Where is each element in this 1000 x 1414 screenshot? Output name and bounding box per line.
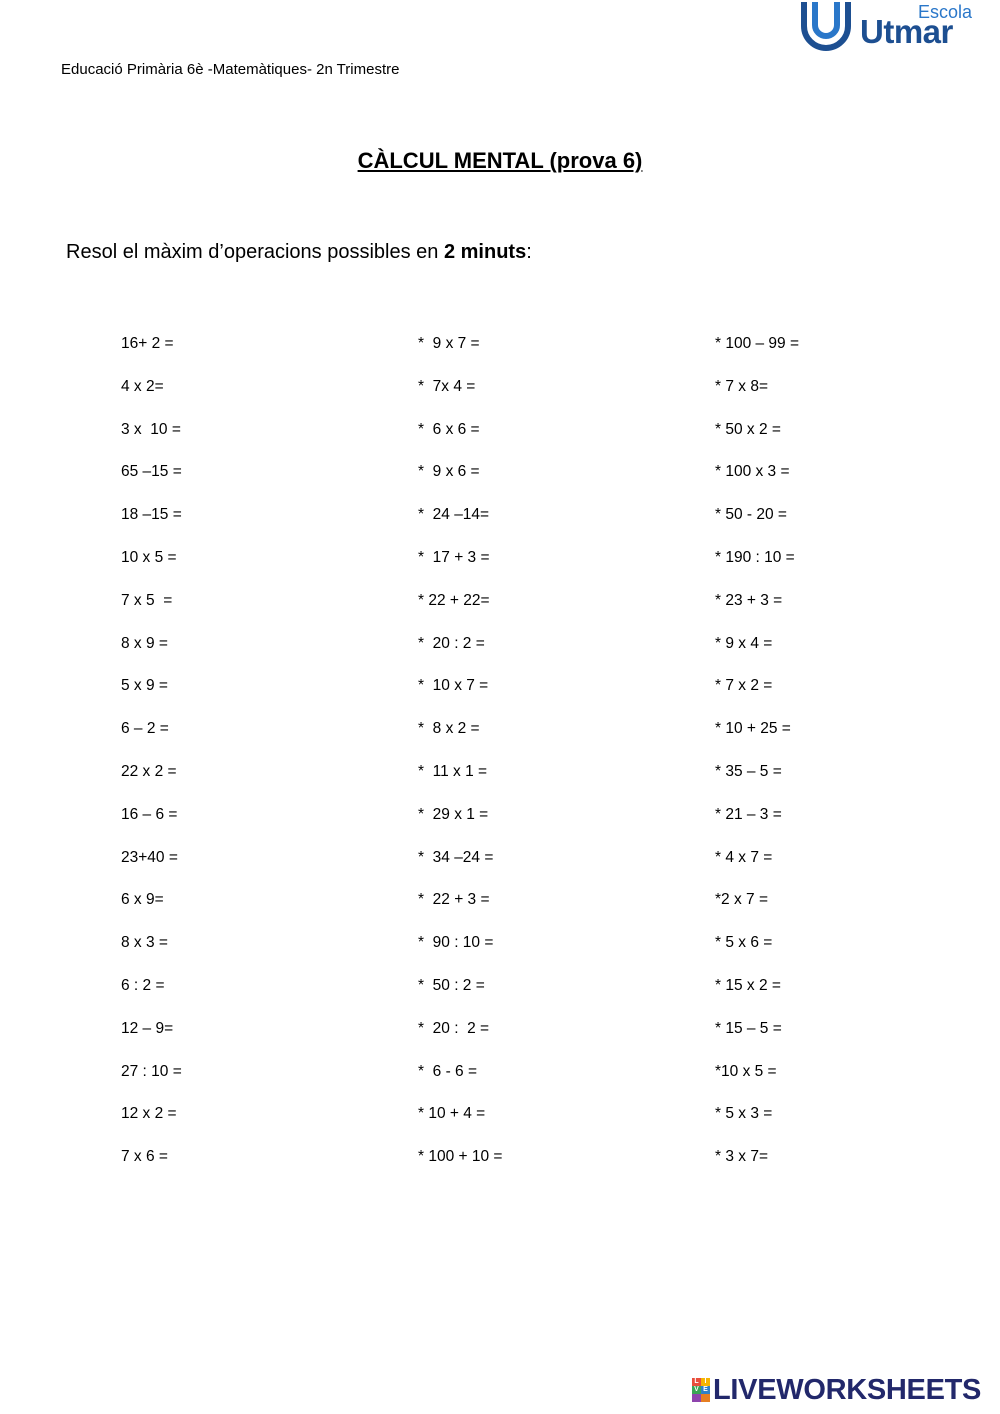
operation-item: * 15 x 2 =: [715, 976, 781, 994]
operations-column-1: [121, 333, 381, 1189]
operation-item: * 10 + 4 =: [418, 1105, 486, 1123]
operation-item: * 6 - 6 =: [418, 1062, 478, 1080]
operation-item: 8 x 3 =: [121, 934, 168, 952]
operation-item: 4 x 2=: [121, 377, 164, 395]
operation-item: 5 x 9 =: [121, 677, 168, 695]
operation-item: * 6 x 6 =: [418, 420, 480, 438]
operation-item: * 22 + 3 =: [418, 891, 490, 909]
page-title: CÀLCUL MENTAL (prova 6): [357, 148, 643, 173]
liveworksheets-grid-icon: [692, 1378, 710, 1402]
operation-item: * 9 x 7 =: [418, 335, 480, 352]
school-logo: [798, 0, 983, 56]
operation-item: 10 x 5 =: [121, 548, 177, 566]
operation-item: * 3 x 7=: [715, 1148, 768, 1166]
operation-item: * 23 + 3 =: [715, 591, 783, 609]
operation-item: 6 : 2 =: [121, 976, 165, 994]
liveworksheets-logo: [692, 1374, 992, 1408]
operation-item: * 20 : 2 =: [418, 634, 485, 652]
operation-item: 3 x 10 =: [121, 420, 181, 438]
operation-item: * 50 - 20 =: [715, 506, 787, 524]
operation-item: * 11 x 1 =: [418, 762, 488, 780]
logo-utmar-text: Utmar: [860, 13, 953, 50]
operation-item: *10 x 5 =: [715, 1062, 777, 1080]
operation-item: * 9 x 4 =: [715, 634, 773, 652]
instructions-time: 2 minuts: [443, 241, 527, 263]
operation-item: * 50 : 2 =: [418, 976, 485, 994]
operation-item: * 50 x 2 =: [715, 420, 781, 438]
operation-item: * 4 x 7 =: [715, 848, 773, 866]
operation-item: * 100 x 3 =: [715, 463, 790, 481]
instructions-prefix: Resol el màxim d’operacions possibles en: [66, 241, 444, 263]
operation-item: 27 : 10 =: [121, 1062, 182, 1080]
grid-cell: V: [692, 1386, 701, 1394]
operation-item: * 7x 4 =: [418, 377, 476, 395]
operation-item: * 34 –24 =: [418, 848, 494, 866]
operation-item: 65 –15 =: [121, 463, 182, 481]
operation-item: * 7 x 2 =: [715, 677, 773, 695]
operation-item: * 10 + 25 =: [715, 720, 791, 738]
operation-item: * 100 – 99 =: [715, 335, 800, 352]
liveworksheets-brand: LIVEWORKSHEETS: [713, 1374, 982, 1406]
operation-item: * 35 – 5 =: [715, 762, 782, 780]
operation-item: 16 – 6 =: [121, 805, 178, 823]
grid-cell: I: [701, 1378, 710, 1386]
operation-item: 6 – 2 =: [121, 720, 169, 738]
operation-item: * 22 + 22=: [418, 591, 490, 609]
operation-item: 22 x 2 =: [121, 762, 177, 780]
operation-item: * 20 : 2 =: [418, 1019, 490, 1037]
grid-cell: [701, 1394, 710, 1402]
operation-item: 7 x 6 =: [121, 1148, 168, 1166]
operation-item: * 5 x 3 =: [715, 1105, 773, 1123]
operation-item: * 90 : 10 =: [418, 934, 494, 952]
operation-item: 6 x 9=: [121, 891, 164, 909]
operation-item: 23+40 =: [121, 848, 178, 866]
operation-item: * 15 – 5 =: [715, 1019, 782, 1037]
document-header: Educació Primària 6è -Matemàtiques- 2n Trimestre: [61, 61, 400, 78]
operation-item: 8 x 9 =: [121, 634, 168, 652]
operation-item: * 10 x 7 =: [418, 677, 489, 695]
operation-item: 12 x 2 =: [121, 1105, 177, 1123]
operation-item: 12 – 9=: [121, 1019, 174, 1037]
operation-item: * 7 x 8=: [715, 377, 768, 395]
grid-cell: L: [692, 1378, 701, 1386]
operation-item: *2 x 7 =: [715, 891, 768, 909]
logo-escola-text: Escola: [918, 2, 973, 22]
operation-item: * 5 x 6 =: [715, 934, 773, 952]
operation-item: 7 x 5 =: [121, 591, 173, 609]
operation-item: * 190 : 10 =: [715, 548, 795, 566]
instructions-suffix: :: [526, 241, 532, 263]
operation-item: * 17 + 3 =: [418, 548, 490, 566]
grid-cell: [692, 1394, 701, 1402]
operation-item: * 29 x 1 =: [418, 805, 489, 823]
operation-item: * 8 x 2 =: [418, 720, 480, 738]
operations-column-3: [715, 333, 975, 1189]
operations-column-2: [418, 333, 678, 1189]
operation-item: * 24 –14=: [418, 506, 490, 524]
operation-item: 18 –15 =: [121, 506, 182, 524]
grid-cell: E: [701, 1386, 710, 1394]
instructions: [66, 241, 532, 264]
operation-item: 16+ 2 =: [121, 335, 174, 352]
utmar-logo-icon: [798, 0, 856, 56]
operation-item: * 21 – 3 =: [715, 805, 782, 823]
operation-item: * 9 x 6 =: [418, 463, 480, 481]
operation-item: * 100 + 10 =: [418, 1148, 503, 1166]
